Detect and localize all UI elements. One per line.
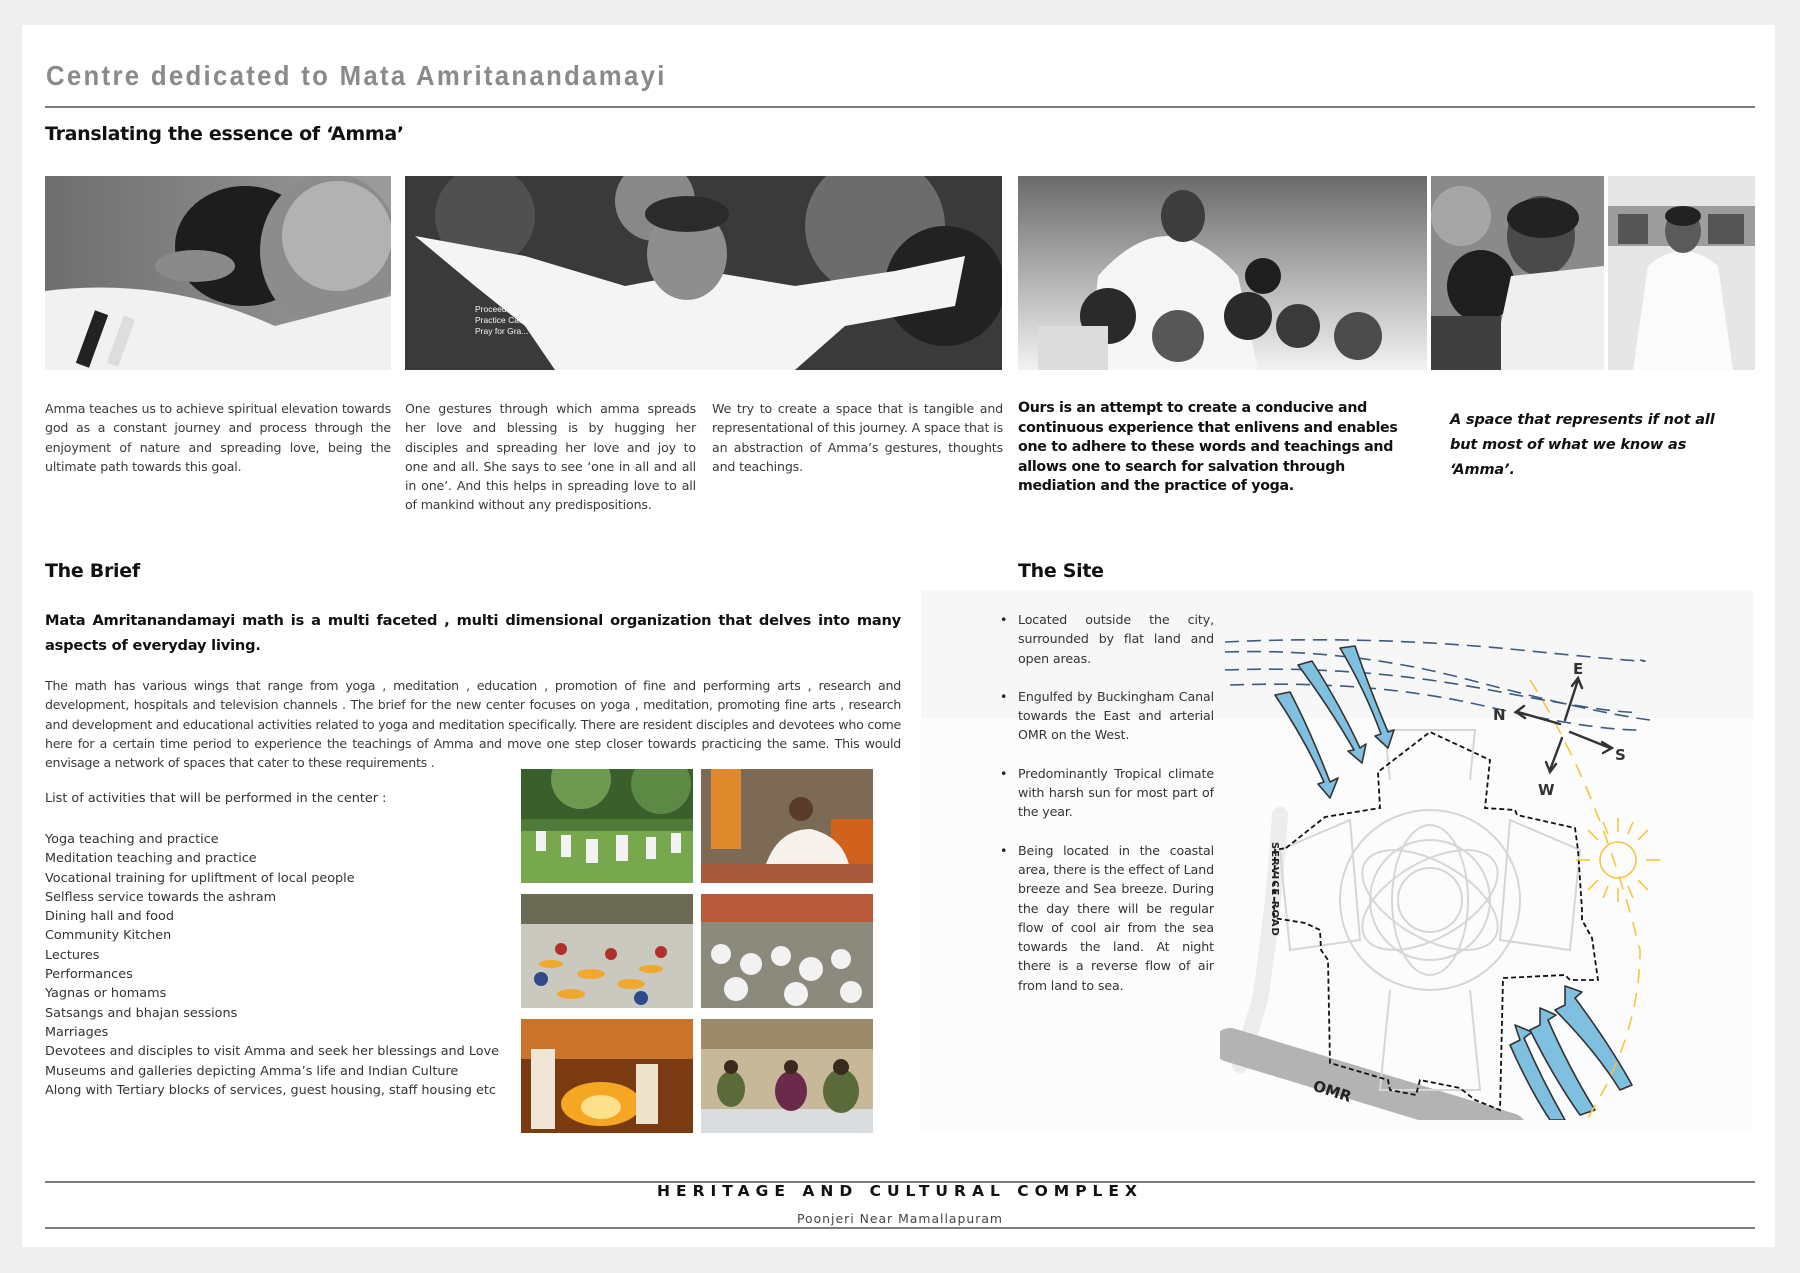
activity-item: Yagnas or homams xyxy=(45,986,167,1002)
activity-item: Community Kitchen xyxy=(45,928,172,944)
sun-icon xyxy=(1576,818,1660,902)
photo-community-dining xyxy=(701,894,873,1008)
activity-item: Along with Tertiary blocks of services, guest housing, staff housing etc xyxy=(45,1082,496,1098)
photo-amma-embrace xyxy=(1431,176,1604,370)
site-bullets xyxy=(1018,610,1214,1014)
photo-homam-fire-ritual xyxy=(521,1019,693,1133)
compass-label-west: W xyxy=(1538,781,1555,799)
brief-body: The math has various wings that range from yoga , meditation , education , promotion of fine and performing arts , research and development, hospitals and television channels . The brief for the new center focuses on yoga , meditation, promoting fine arts , research and development and educational activities related to yoga and meditation specifically. There are resident disciples and devotees who come here for a certain time period to experience the teachings of Amma and move one step closer towards practicing the same. This would envisage a network of spaces that cater to these requirements . xyxy=(45,678,901,771)
omr-label: OMR xyxy=(1310,1076,1354,1106)
compass-rose xyxy=(1516,678,1612,772)
photo-amma-seated xyxy=(1608,176,1755,370)
photo-amma-satsang xyxy=(701,769,873,883)
photo-amma-hugging-devotee xyxy=(45,176,391,370)
caption-line: Practice Caution an... xyxy=(475,315,557,325)
activity-item: Satsangs and bhajan sessions xyxy=(45,1005,238,1021)
essence-statement: Ours is an attempt to create a conducive and continuous experience that enlivens and enables one to adhere to these words and teachings and allows one to search for salvation through mediation and the practice of yoga. xyxy=(1018,400,1398,495)
activity-item: Performances xyxy=(45,967,133,983)
essence-paragraph-1: Amma teaches us to achieve spiritual elevation towards god as a constant journey and process through the enjoyment of nature and spreading love, being the ultimate path towards this goal. xyxy=(45,401,391,474)
compass-label-east: E xyxy=(1573,660,1584,678)
caption-line: Proceed with Coura... xyxy=(475,304,557,314)
activity-item: Meditation teaching and practice xyxy=(45,851,257,867)
activity-item: Vocational training for upliftment of local people xyxy=(45,870,355,886)
essence-paragraph-3: We try to create a space that is tangible and representational of this journey. A space that is an abstraction of Amma’s gestures, thoughts and teachings. xyxy=(712,401,1003,474)
footer-title: HERITAGE AND CULTURAL COMPLEX xyxy=(657,1182,1143,1200)
compass-label-north: N xyxy=(1493,706,1506,724)
omr-road xyxy=(1230,1045,1510,1120)
footer-location: Poonjeri Near Mamallapuram xyxy=(796,1211,1003,1226)
photo-meditation-hall xyxy=(701,1019,873,1133)
photo-puja-ceremony xyxy=(521,894,693,1008)
activities-intro: List of activities that will be performed in the center : xyxy=(45,791,387,806)
photo-amma-open-arms xyxy=(405,176,1002,370)
service-road-label: SERVICE ROAD xyxy=(1269,842,1280,937)
caption-line: Pray for Gra... xyxy=(475,326,529,336)
brief-heading: The Brief xyxy=(45,560,140,582)
essence-quote: A space that represents if not all but most of what we know as ‘Amma’. xyxy=(1450,412,1715,478)
photo-group-yoga-on-lawn xyxy=(521,769,693,883)
page-title: Centre dedicated to Mata Amritanandamayi xyxy=(46,60,667,91)
activity-item: Lectures xyxy=(45,947,100,963)
activity-item: Museums and galleries depicting Amma’s life and Indian Culture xyxy=(45,1063,459,1079)
essence-paragraph-2: One gestures through which amma spreads her love and blessing is by hugging her disciples and spreading her love and joy to one and all. She says to see ‘one in all and all in one’. And this helps in spreading love to all of mankind without any predispositions. xyxy=(405,401,696,513)
footer-bottom-rule xyxy=(45,1227,1755,1229)
site-bullet: • Engulfed by Buckingham Canal towards the East and arterial OMR on the West. xyxy=(1018,687,1214,745)
site-bullet: • Located outside the city, surrounded by flat land and open areas. xyxy=(1018,610,1214,668)
activity-item: Yoga teaching and practice xyxy=(45,832,219,847)
activity-item: Dining hall and food xyxy=(45,909,174,925)
site-bullet: • Being located in the coastal area, there is the effect of Land breeze and Sea breeze. During the day there will be regular flow of cool air from the sea towards the land. At night there is a reverse flow of air from land to sea. xyxy=(1018,841,1214,995)
activity-item: Devotees and disciples to visit Amma and seek her blessings and Love xyxy=(45,1044,500,1060)
site-analysis-diagram xyxy=(1220,620,1780,1120)
activity-item: Selfless service towards the ashram xyxy=(45,889,277,905)
activity-item: Marriages xyxy=(45,1024,109,1040)
site-heading: The Site xyxy=(1018,560,1104,582)
land-breeze-arrows xyxy=(1510,986,1632,1120)
compass-label-south: S xyxy=(1615,746,1626,764)
activities-list xyxy=(45,830,499,1100)
brief-lead: Mata Amritanandamayi math is a multi faceted , multi dimensional organization that delves into many aspects of everyday living. xyxy=(45,612,901,654)
photo-amma-with-children xyxy=(1018,176,1427,370)
photo-overlay-caption xyxy=(475,304,557,337)
title-divider xyxy=(45,106,1755,108)
site-bullet: • Predominantly Tropical climate with harsh sun for most part of the year. xyxy=(1018,764,1214,822)
essence-heading: Translating the essence of ‘Amma’ xyxy=(45,123,404,145)
